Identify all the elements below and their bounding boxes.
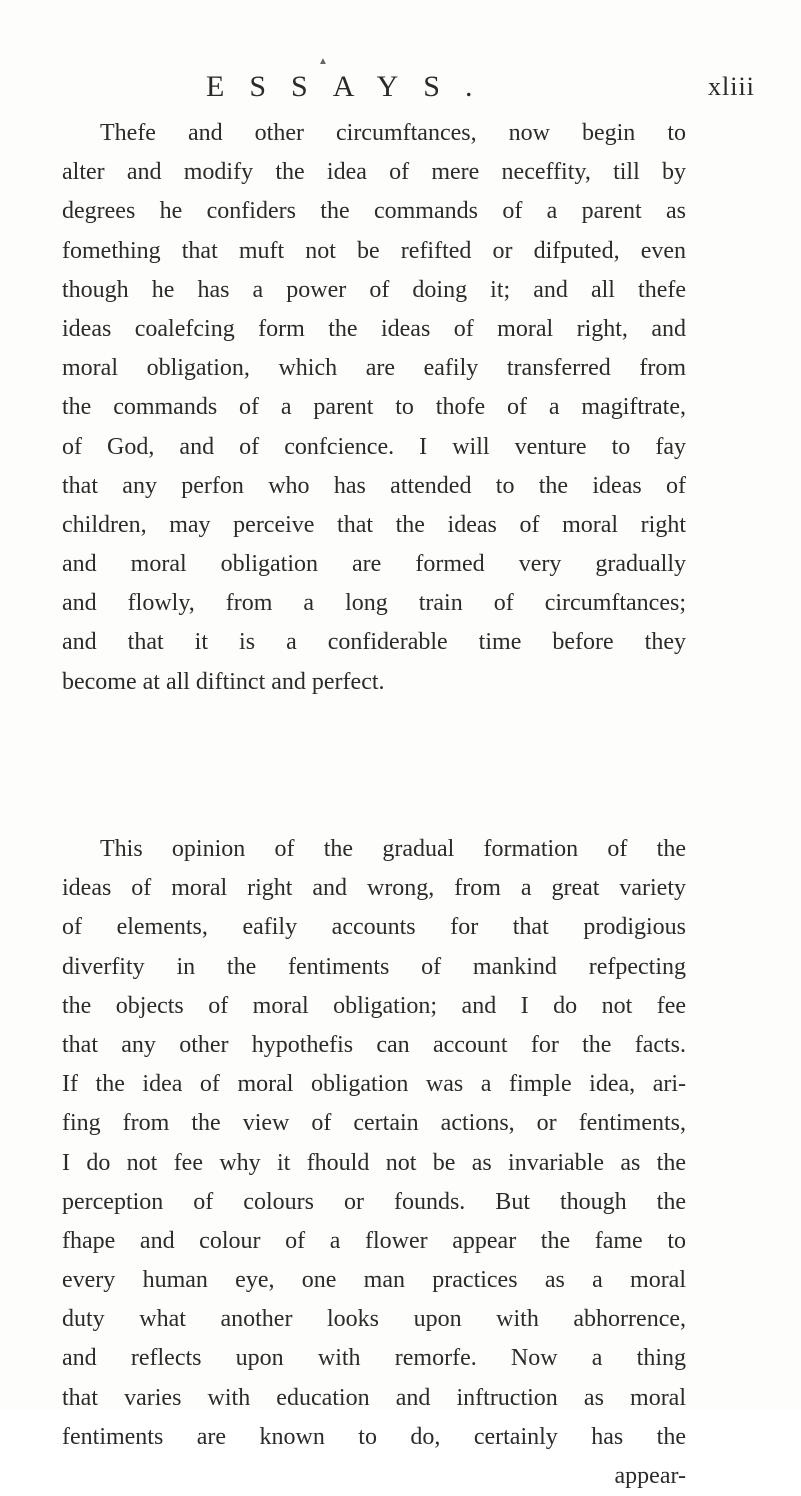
text-line: ideas coalefcing form the ideas of moral right, and [62,315,686,342]
text-line: perception of colours or founds. But though the [62,1188,686,1215]
text-line: children, may perceive that the ideas of moral right [62,511,686,538]
running-title: ESSAYS. [206,70,498,103]
text-line: though he has a power of doing it; and all thefe [62,276,686,303]
paragraph [62,830,686,1496]
text-line: This opinion of the gradual formation of the [100,836,686,862]
text-line: I do not fee why it fhould not be as invariable as the [62,1149,686,1176]
text-line: ideas of moral right and wrong, from a great variety [62,875,686,902]
text-line: diverfity in the fentiments of mankind refpecting [62,953,686,980]
text-line: of elements, eafily accounts for that prodigious [62,914,686,941]
text-line: If the idea of moral obligation was a fimple idea, ari- [62,1071,686,1098]
paragraph [62,114,686,702]
text-line: and flowly, from a long train of circumftances; [62,590,686,617]
text-line: degrees he confiders the commands of a parent as [62,198,686,225]
text-line: Thefe and other circumftances, now begin to [100,120,686,146]
text-line: the objects of moral obligation; and I do not fee [62,992,686,1019]
catchword: appear- [614,1463,686,1489]
text-line: moral obligation, which are eafily transferred from [62,355,686,382]
text-line: that any perfon who has attended to the ideas of [62,472,686,499]
text-line: duty what another looks upon with abhorrence, [62,1306,686,1333]
text-line: of God, and of confcience. I will venture to fay [62,433,686,460]
text-line: that any other hypothefis can account for the facts. [62,1031,686,1058]
text-line: the commands of a parent to thofe of a magiftrate, [62,394,686,421]
text-line: every human eye, one man practices as a moral [62,1267,686,1294]
running-head [0,56,801,108]
text-line: fhape and colour of a flower appear the fame to [62,1227,686,1254]
text-line: fing from the view of certain actions, or fentiments, [62,1110,686,1137]
text-line: that varies with education and inftruction as moral [62,1384,686,1411]
text-line: and that it is a confiderable time before they [62,629,686,656]
text-line: become at all diftinct and perfect. [62,668,385,695]
caret-mark: ▲ [318,56,328,67]
page-number: xliii [708,72,755,101]
text-line: alter and modify the idea of mere neceffity, till by [62,159,686,186]
text-line: fentiments are known to do, certainly has the [62,1423,686,1450]
text-line: fomething that muft not be refifted or difputed, even [62,237,686,264]
text-line: and moral obligation are formed very gradually [62,551,686,578]
text-line: and reflects upon with remorfe. Now a thing [62,1345,686,1372]
